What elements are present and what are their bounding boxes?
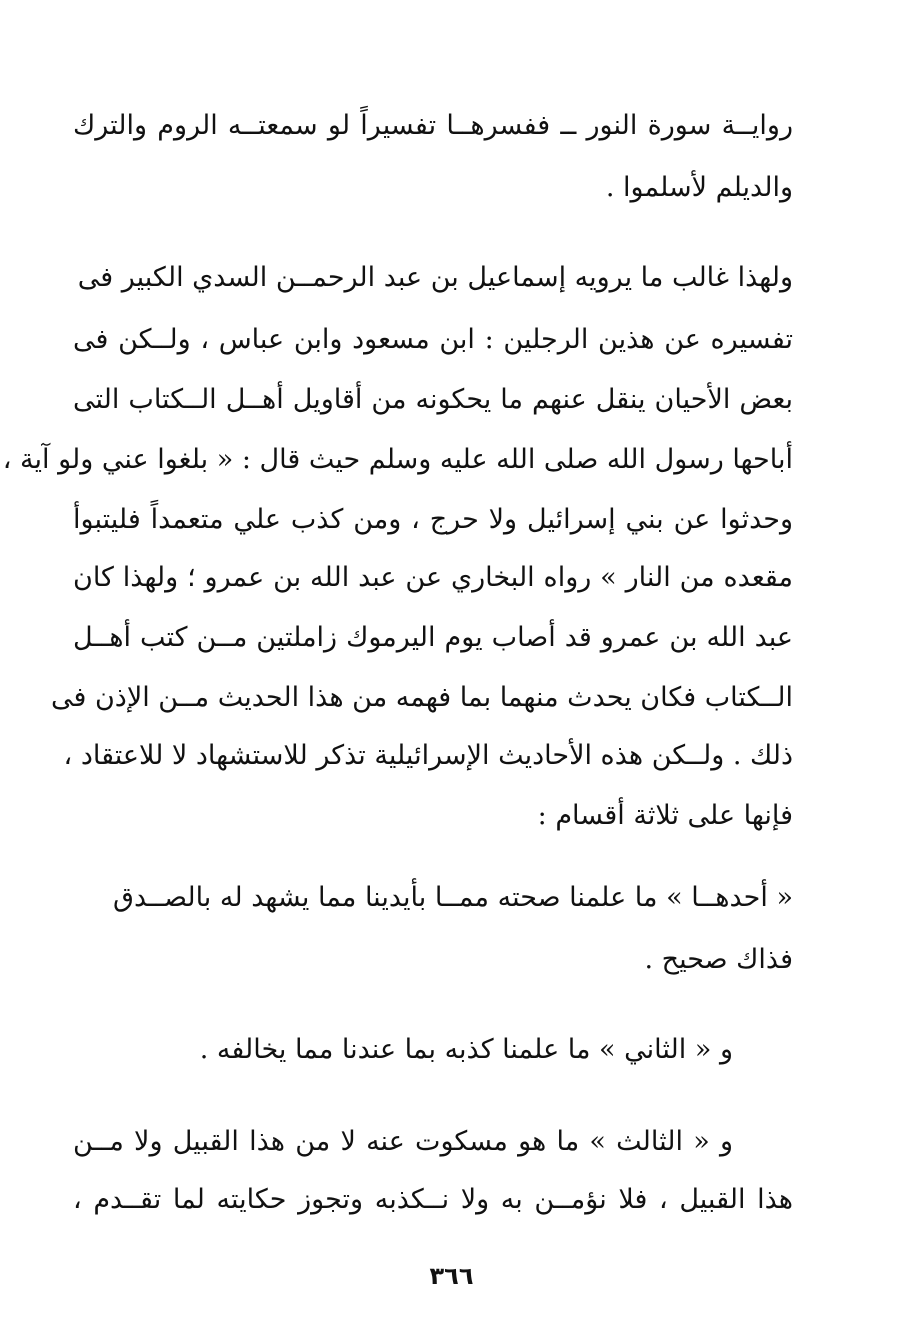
text-line: و « الثاني » ما علمنا كذبه بما عندنا مما يخالفه .	[199, 1034, 733, 1065]
text-line: و « الثالث » ما هو مسكوت عنه لا من هذا القبيل ولا مــن	[73, 1126, 733, 1157]
text-line: تفسيره عن هذين الرجلين : ابن مسعود وابن عباس ، ولــكن فى	[73, 324, 793, 355]
text-line: بعض الأحيان ينقل عنهم ما يحكونه من أقاويل أهــل الــكتاب التى	[73, 384, 793, 415]
text-line: « أحدهــا » ما علمنا صحته ممــا بأيدينا مما يشهد له بالصــدق	[113, 882, 793, 913]
text-line: هذا القبيل ، فلا نؤمــن به ولا نــكذبه وتجوز حكايته لما تقــدم ،	[73, 1184, 793, 1215]
text-line: عبد الله بن عمرو قد أصاب يوم اليرموك زاملتين مــن كتب أهــل	[73, 622, 793, 653]
text-line: فذاك صحيح .	[644, 944, 793, 975]
text-line: الــكتاب فكان يحدث منهما بما فهمه من هذا الحديث مــن الإذن فى	[50, 682, 793, 713]
text-line: روايــة سورة النور ــ ففسرهــا تفسيراً لو سمعتــه الروم والترك	[73, 110, 793, 141]
text-line: ذلك . ولــكن هذه الأحاديث الإسرائيلية تذكر للاستشهاد لا للاعتقاد ،	[63, 740, 793, 771]
text-line: وحدثوا عن بني إسرائيل ولا حرج ، ومن كذب علي متعمداً فليتبوأ	[73, 504, 793, 535]
text-line: فإنها على ثلاثة أقسام :	[537, 800, 793, 831]
text-line: أباحها رسول الله صلى الله عليه وسلم حيث قال : « بلغوا عني ولو آية ،	[2, 444, 793, 475]
text-line: ولهذا غالب ما يرويه إسماعيل بن عبد الرحمــن السدي الكبير فى	[77, 262, 793, 293]
text-line: والديلم لأسلموا .	[605, 172, 793, 203]
text-line: مقعده من النار » رواه البخاري عن عبد الله بن عمرو ؛ ولهذا كان	[73, 562, 793, 593]
page-number: ٣٦٦	[429, 1262, 474, 1290]
